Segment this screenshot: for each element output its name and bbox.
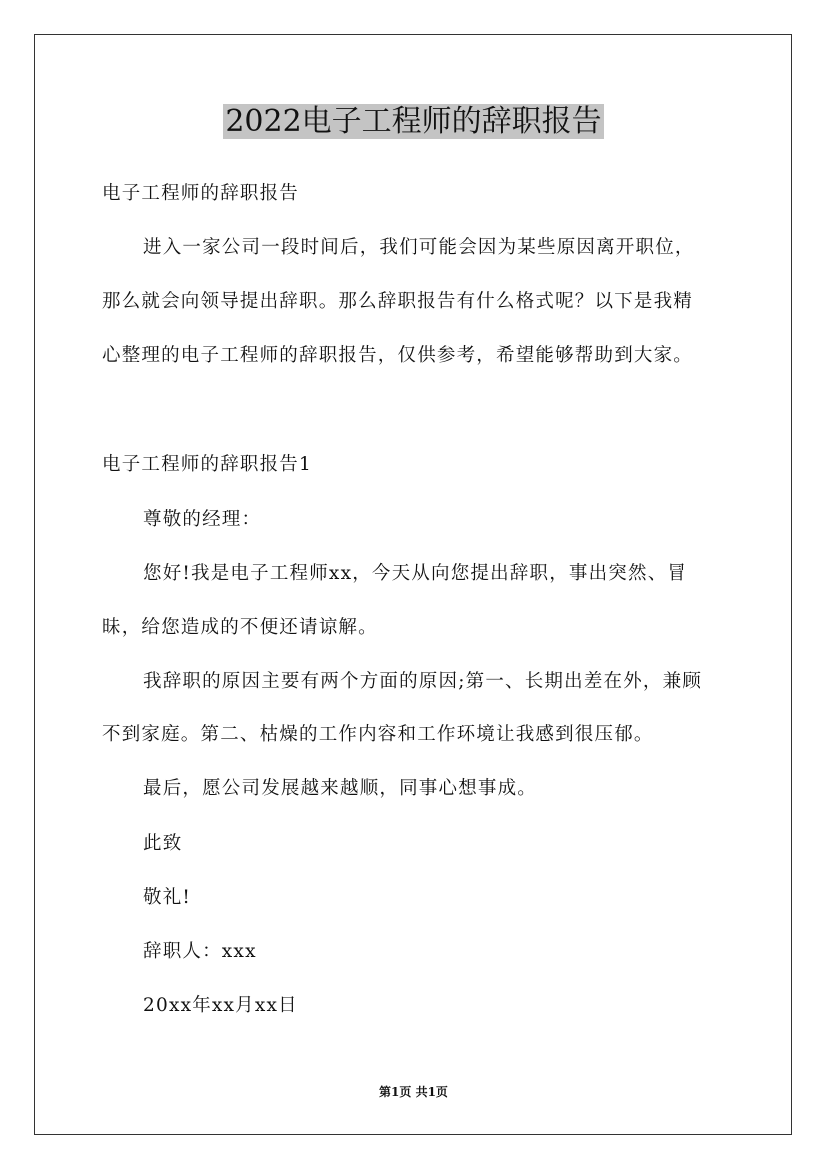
page-footer: 第1页 共1页 — [379, 1085, 448, 1099]
closing-phrase-1: 此致 — [143, 833, 183, 854]
closing-phrase-2: 敬礼! — [143, 887, 192, 908]
intro-line-1: 进入一家公司一段时间后，我们可能会因为某些原因离开职位， — [143, 237, 695, 258]
paragraph-2-line-1: 我辞职的原因主要有两个方面的原因;第一、长期出差在外，兼顾 — [143, 671, 703, 692]
closing-wish: 最后，愿公司发展越来越顺，同事心想事成。 — [143, 778, 538, 799]
paragraph-2-line-2: 不到家庭。第二、枯燥的工作内容和工作环境让我感到很压郁。 — [102, 724, 654, 745]
paragraph-1-line-1: 您好!我是电子工程师xx，今天从向您提出辞职，事出突然、冒 — [143, 563, 688, 584]
document-title — [0, 100, 827, 144]
intro-line-2: 那么就会向领导提出辞职。那么辞职报告有什么格式呢？以下是我精 — [102, 291, 694, 312]
date: 20xx年xx月xx日 — [143, 995, 298, 1016]
signer: 辞职人：xxx — [143, 941, 257, 962]
salutation: 尊敬的经理： — [143, 509, 262, 530]
subtitle: 电子工程师的辞职报告 — [102, 183, 300, 204]
document-title-text: 2022电子工程师的辞职报告 — [225, 104, 602, 139]
intro-line-3: 心整理的电子工程师的辞职报告，仅供参考，希望能够帮助到大家。 — [102, 345, 694, 366]
paragraph-1-line-2: 昧，给您造成的不便还请谅解。 — [102, 617, 378, 638]
section-heading: 电子工程师的辞职报告1 — [102, 454, 312, 475]
